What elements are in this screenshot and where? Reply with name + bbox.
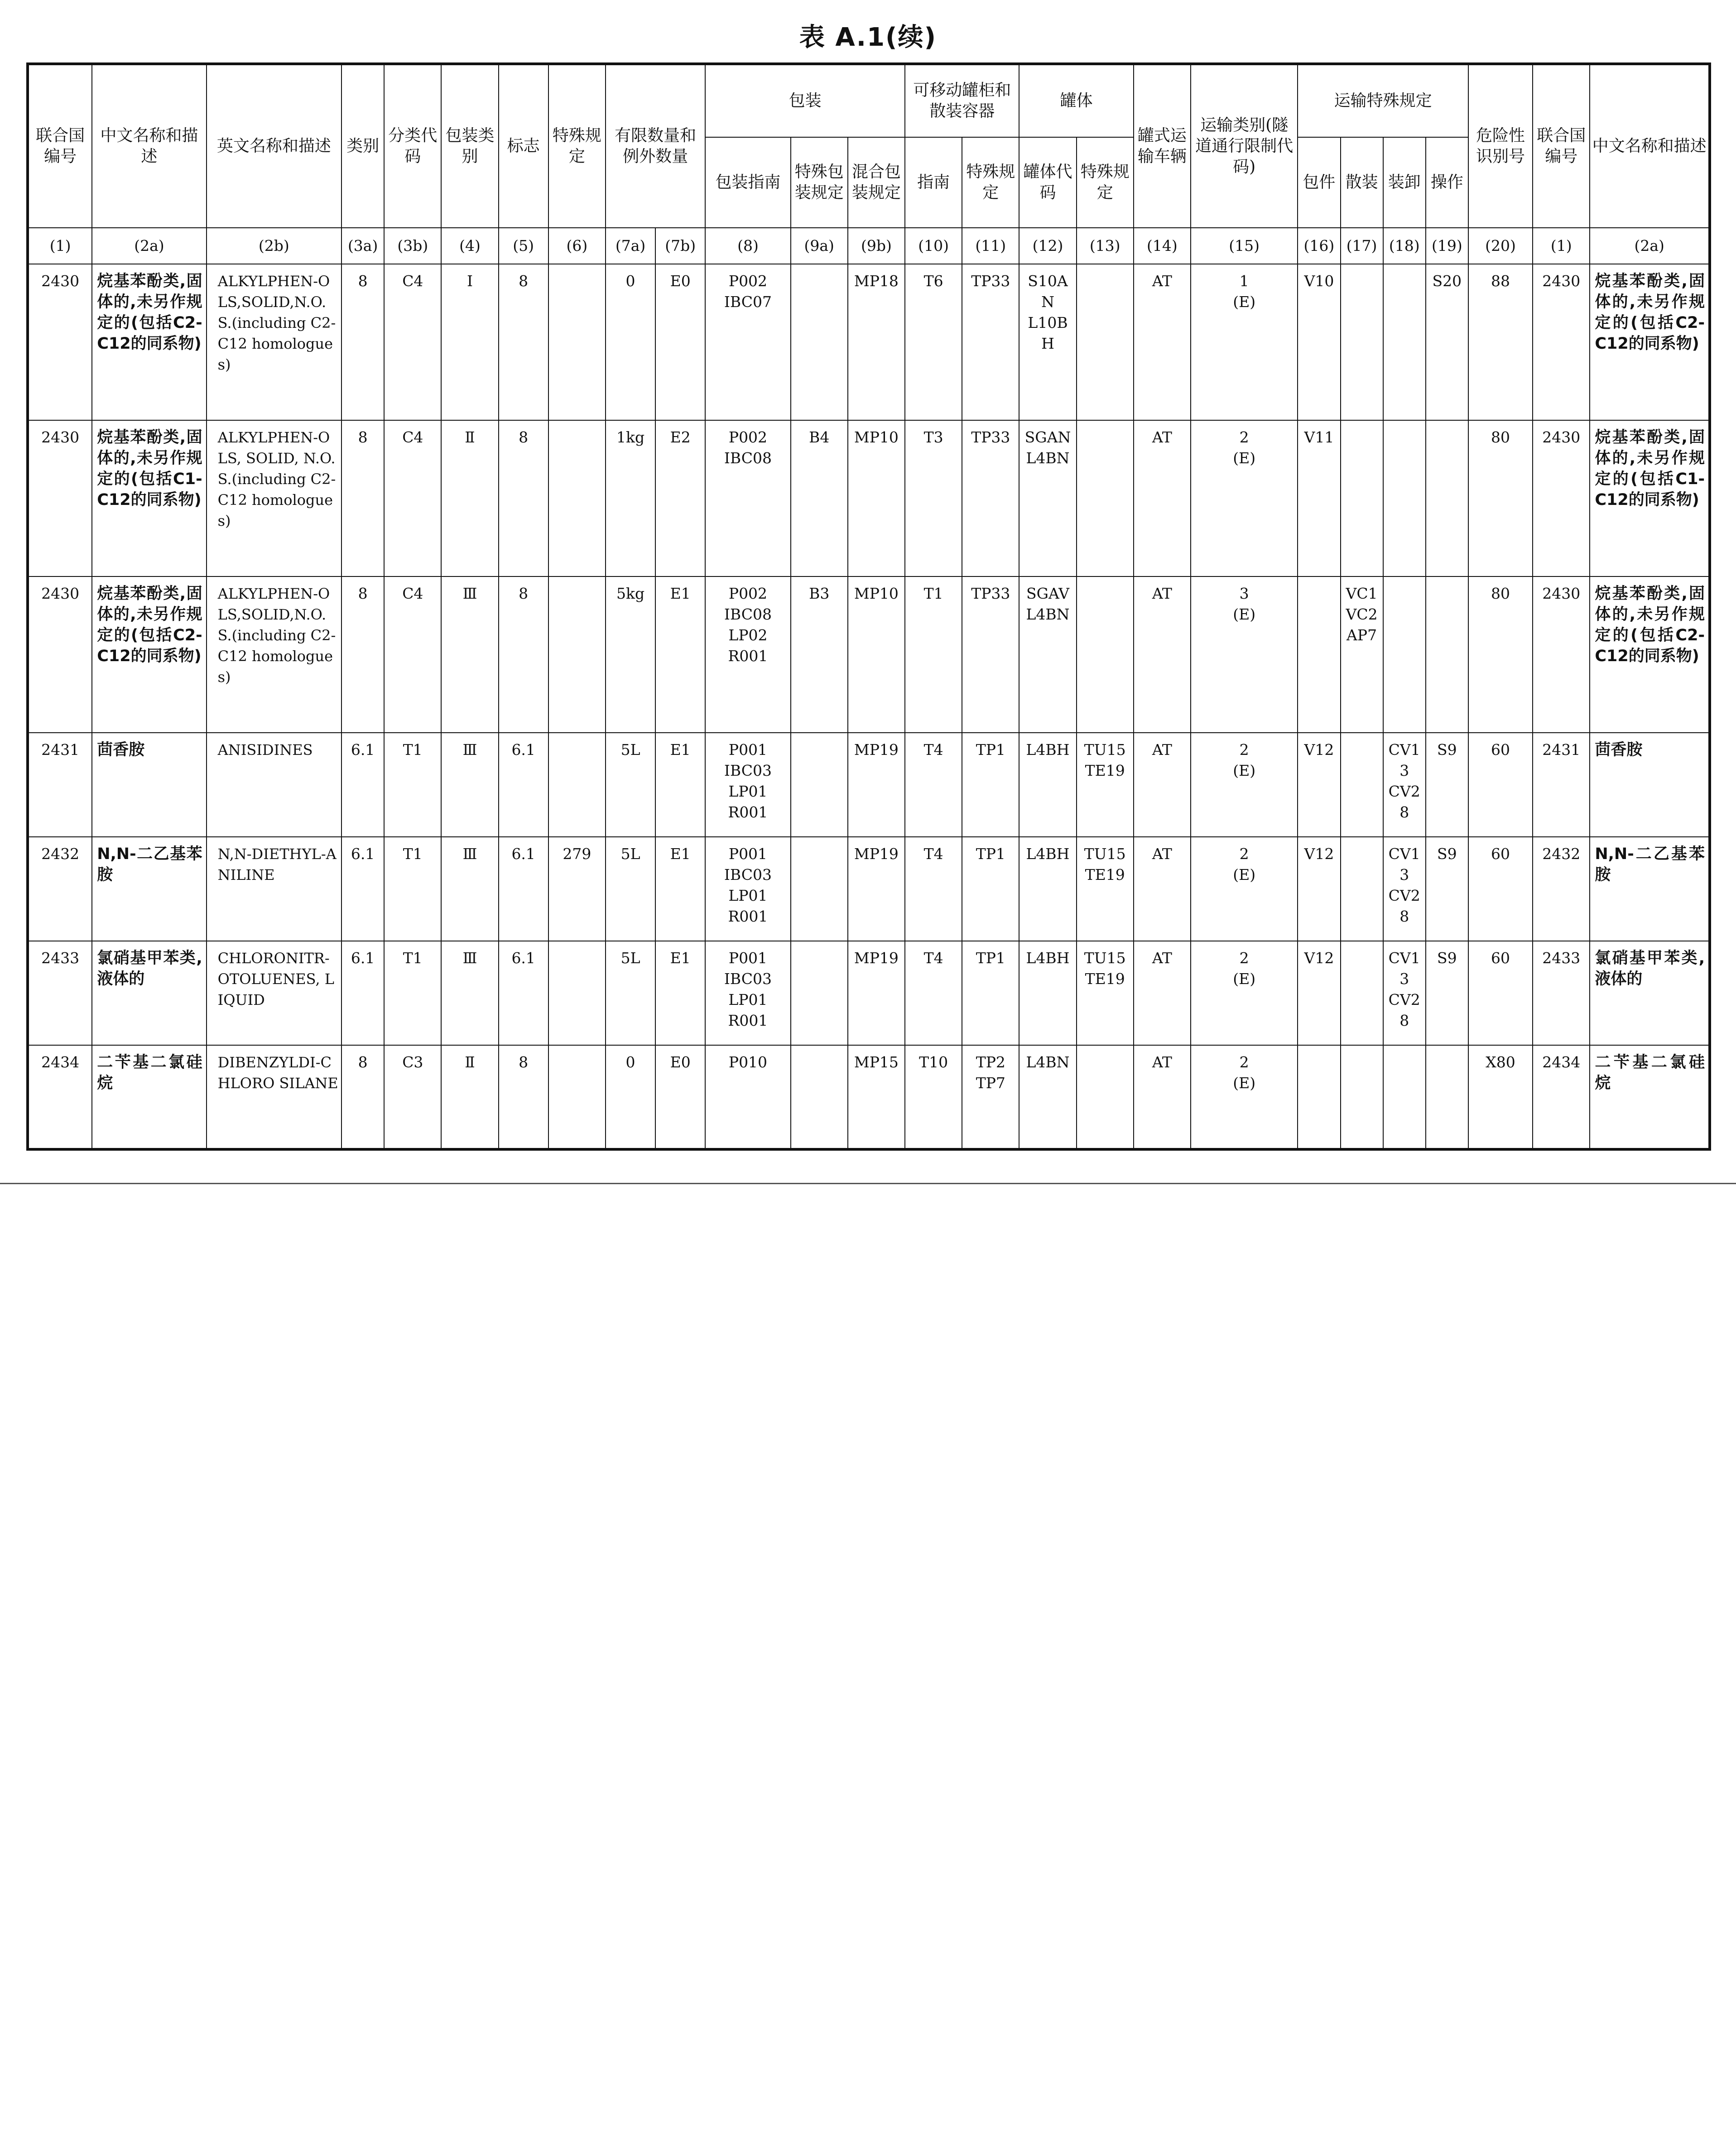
- header-ts-packages: 包件: [1298, 137, 1340, 228]
- label-cell: 8: [499, 420, 548, 576]
- name-en-cell: DIBENZYLDI-CHLORO SILANE: [207, 1045, 341, 1149]
- name-en-cell: N,N-DIETHYL-ANILINE: [207, 837, 341, 941]
- un-no-cell: 2432: [28, 837, 92, 941]
- packing-group-cell: Ⅲ: [441, 576, 498, 733]
- ts-bulk-cell: [1341, 941, 1383, 1045]
- mixed-packing-cell: MP10: [848, 420, 905, 576]
- portable-tank-instruction-cell: T3: [905, 420, 962, 576]
- name-cn-cell: 烷基苯酚类,固体的,未另作规定的(包括C2-C12的同系物): [92, 576, 206, 733]
- hazard-id-cell: X80: [1468, 1045, 1533, 1149]
- column-number: (10): [905, 228, 962, 264]
- table-title: 表 A.1(续): [799, 23, 937, 52]
- ts-packages-cell: [1298, 576, 1340, 733]
- special-provision-cell: [548, 264, 606, 420]
- mixed-packing-cell: MP19: [848, 941, 905, 1045]
- special-packing-cell: [791, 264, 848, 420]
- table-header: [28, 64, 1710, 264]
- ts-loading-cell: CV13 CV28: [1383, 837, 1426, 941]
- column-number: (12): [1019, 228, 1076, 264]
- class-cell: 6.1: [341, 733, 384, 837]
- column-number: (20): [1468, 228, 1533, 264]
- header-name-cn-right: 中文名称和描述: [1590, 64, 1710, 228]
- header-tank-vehicle: 罐式运输车辆: [1134, 64, 1191, 228]
- packing-instruction-cell: P001 IBC03 LP01 R001: [705, 733, 790, 837]
- special-provision-cell: [548, 420, 606, 576]
- ts-bulk-cell: [1341, 837, 1383, 941]
- header-class: 类别: [341, 64, 384, 228]
- label-cell: 8: [499, 264, 548, 420]
- column-number: (18): [1383, 228, 1426, 264]
- name-cn-cell: 茴香胺: [92, 733, 206, 837]
- special-packing-cell: [791, 1045, 848, 1149]
- header-special-provisions: 特殊规定: [548, 64, 606, 228]
- column-number: (7a): [606, 228, 655, 264]
- packing-instruction-cell: P002 IBC08 LP02 R001: [705, 576, 790, 733]
- name-cn-cell: 烷基苯酚类,固体的,未另作规定的(包括C1-C12的同系物): [92, 420, 206, 576]
- un-no-cell: 2430: [28, 576, 92, 733]
- tank-code-cell: L4BN: [1019, 1045, 1076, 1149]
- column-number: (6): [548, 228, 606, 264]
- header-name-cn: 中文名称和描述: [92, 64, 206, 228]
- table-row: [28, 420, 1710, 576]
- name-en-cell: CHLORONITR-OTOLUENES, LIQUID: [207, 941, 341, 1045]
- table-body: [28, 264, 1710, 1149]
- header-limited-qty: 有限数量和例外数量: [606, 64, 705, 228]
- transport-category-cell: 3 (E): [1191, 576, 1298, 733]
- header-tank-special: 特殊规定: [1077, 137, 1134, 228]
- ts-loading-cell: [1383, 1045, 1426, 1149]
- class-code-cell: T1: [384, 941, 441, 1045]
- hazard-id-cell: 60: [1468, 941, 1533, 1045]
- header-class-code: 分类代码: [384, 64, 441, 228]
- hazard-id-cell: 60: [1468, 837, 1533, 941]
- column-number: (19): [1426, 228, 1468, 264]
- header-name-en: 英文名称和描述: [207, 64, 341, 228]
- mixed-packing-cell: MP15: [848, 1045, 905, 1149]
- name-cn-right-cell: 氯硝基甲苯类,液体的: [1590, 941, 1710, 1045]
- ts-packages-cell: V12: [1298, 941, 1340, 1045]
- packing-group-cell: Ⅱ: [441, 420, 498, 576]
- portable-tank-special-cell: TP33: [962, 576, 1019, 733]
- limited-qty-cell: 5L: [606, 837, 655, 941]
- ts-operation-cell: S20: [1426, 264, 1468, 420]
- header-transport-special: 运输特殊规定: [1298, 64, 1468, 137]
- header-pt-special: 特殊规定: [962, 137, 1019, 228]
- tank-special-cell: TU15 TE19: [1077, 941, 1134, 1045]
- ts-operation-cell: S9: [1426, 941, 1468, 1045]
- label-cell: 6.1: [499, 733, 548, 837]
- column-number: (1): [28, 228, 92, 264]
- packing-group-cell: Ⅲ: [441, 837, 498, 941]
- tank-special-cell: TU15 TE19: [1077, 733, 1134, 837]
- tank-special-cell: [1077, 576, 1134, 733]
- portable-tank-instruction-cell: T1: [905, 576, 962, 733]
- header-mixed-pack: 混合包装规定: [848, 137, 905, 228]
- un-no-right-cell: 2430: [1533, 576, 1590, 733]
- class-cell: 6.1: [341, 941, 384, 1045]
- un-no-cell: 2430: [28, 264, 92, 420]
- un-no-cell: 2433: [28, 941, 92, 1045]
- tank-code-cell: L4BH: [1019, 837, 1076, 941]
- un-no-right-cell: 2432: [1533, 837, 1590, 941]
- tank-vehicle-cell: AT: [1134, 264, 1191, 420]
- limited-qty-cell: 0: [606, 1045, 655, 1149]
- column-number: (8): [705, 228, 790, 264]
- header-transport-category: 运输类别(隧道通行限制代码): [1191, 64, 1298, 228]
- label-cell: 6.1: [499, 837, 548, 941]
- column-number: (2a): [1590, 228, 1710, 264]
- tank-special-cell: [1077, 420, 1134, 576]
- class-code-cell: T1: [384, 733, 441, 837]
- special-provision-cell: [548, 733, 606, 837]
- class-code-cell: C4: [384, 420, 441, 576]
- hazard-id-cell: 80: [1468, 420, 1533, 576]
- hazard-id-cell: 80: [1468, 576, 1533, 733]
- special-packing-cell: [791, 941, 848, 1045]
- header-tank-code: 罐体代码: [1019, 137, 1076, 228]
- column-number: (4): [441, 228, 498, 264]
- packing-instruction-cell: P010: [705, 1045, 790, 1149]
- header-un-no: 联合国编号: [28, 64, 92, 228]
- column-number: (16): [1298, 228, 1340, 264]
- header-un-no-right: 联合国编号: [1533, 64, 1590, 228]
- transport-category-cell: 2 (E): [1191, 1045, 1298, 1149]
- tank-special-cell: TU15 TE19: [1077, 837, 1134, 941]
- portable-tank-special-cell: TP1: [962, 733, 1019, 837]
- header-pt-instr: 指南: [905, 137, 962, 228]
- tank-vehicle-cell: AT: [1134, 837, 1191, 941]
- portable-tank-instruction-cell: T4: [905, 941, 962, 1045]
- dangerous-goods-table: [26, 62, 1711, 1151]
- excepted-qty-cell: E1: [655, 941, 705, 1045]
- transport-category-cell: 2 (E): [1191, 837, 1298, 941]
- tank-code-cell: L4BH: [1019, 941, 1076, 1045]
- un-no-right-cell: 2434: [1533, 1045, 1590, 1149]
- header-ts-operation: 操作: [1426, 137, 1468, 228]
- column-number: (13): [1077, 228, 1134, 264]
- header-portable-tanks: 可移动罐柜和散装容器: [905, 64, 1019, 137]
- portable-tank-instruction-cell: T4: [905, 837, 962, 941]
- class-code-cell: C4: [384, 264, 441, 420]
- portable-tank-special-cell: TP33: [962, 264, 1019, 420]
- name-cn-cell: 氯硝基甲苯类,液体的: [92, 941, 206, 1045]
- header-packaging: 包装: [705, 64, 905, 137]
- un-no-right-cell: 2433: [1533, 941, 1590, 1045]
- ts-loading-cell: [1383, 576, 1426, 733]
- column-number: (2a): [92, 228, 206, 264]
- mixed-packing-cell: MP19: [848, 733, 905, 837]
- special-packing-cell: B3: [791, 576, 848, 733]
- portable-tank-special-cell: TP33: [962, 420, 1019, 576]
- limited-qty-cell: 1kg: [606, 420, 655, 576]
- header-hazard-id: 危险性识别号: [1468, 64, 1533, 228]
- ts-loading-cell: [1383, 420, 1426, 576]
- special-packing-cell: B4: [791, 420, 848, 576]
- header-ts-bulk: 散装: [1341, 137, 1383, 228]
- special-provision-cell: [548, 1045, 606, 1149]
- tank-vehicle-cell: AT: [1134, 733, 1191, 837]
- packing-instruction-cell: P002 IBC07: [705, 264, 790, 420]
- column-number: (5): [499, 228, 548, 264]
- class-cell: 8: [341, 420, 384, 576]
- name-cn-cell: 烷基苯酚类,固体的,未另作规定的(包括C2-C12的同系物): [92, 264, 206, 420]
- limited-qty-cell: 0: [606, 264, 655, 420]
- packing-instruction-cell: P001 IBC03 LP01 R001: [705, 941, 790, 1045]
- class-code-cell: C4: [384, 576, 441, 733]
- portable-tank-instruction-cell: T6: [905, 264, 962, 420]
- column-number-row: [28, 228, 1710, 264]
- ts-operation-cell: [1426, 1045, 1468, 1149]
- name-cn-right-cell: 茴香胺: [1590, 733, 1710, 837]
- ts-packages-cell: [1298, 1045, 1340, 1149]
- class-cell: 8: [341, 264, 384, 420]
- ts-loading-cell: [1383, 264, 1426, 420]
- column-number: (15): [1191, 228, 1298, 264]
- packing-instruction-cell: P002 IBC08: [705, 420, 790, 576]
- class-cell: 8: [341, 1045, 384, 1149]
- tank-vehicle-cell: AT: [1134, 941, 1191, 1045]
- label-cell: 8: [499, 1045, 548, 1149]
- packing-instruction-cell: P001 IBC03 LP01 R001: [705, 837, 790, 941]
- table-row: [28, 1045, 1710, 1149]
- name-cn-right-cell: 烷基苯酚类,固体的,未另作规定的(包括C2-C12的同系物): [1590, 264, 1710, 420]
- column-number: (1): [1533, 228, 1590, 264]
- un-no-cell: 2430: [28, 420, 92, 576]
- name-en-cell: ALKYLPHEN-OLS, SOLID, N.O.S.(including C2-C12 homologues): [207, 420, 341, 576]
- table-row: [28, 264, 1710, 420]
- tank-vehicle-cell: AT: [1134, 1045, 1191, 1149]
- portable-tank-instruction-cell: T10: [905, 1045, 962, 1149]
- name-cn-right-cell: 二苄基二氯硅烷: [1590, 1045, 1710, 1149]
- page-divider: [0, 1183, 1736, 1184]
- name-cn-right-cell: N,N-二乙基苯胺: [1590, 837, 1710, 941]
- column-number: (3b): [384, 228, 441, 264]
- special-provision-cell: [548, 576, 606, 733]
- name-en-cell: ALKYLPHEN-OLS,SOLID,N.O.S.(including C2-C12 homologues): [207, 576, 341, 733]
- column-number: (9a): [791, 228, 848, 264]
- packing-group-cell: Ⅱ: [441, 1045, 498, 1149]
- class-code-cell: T1: [384, 837, 441, 941]
- name-cn-cell: N,N-二乙基苯胺: [92, 837, 206, 941]
- header-tanks: 罐体: [1019, 64, 1133, 137]
- name-en-cell: ALKYLPHEN-OLS,SOLID,N.O.S.(including C2-C12 homologues): [207, 264, 341, 420]
- table-row: [28, 576, 1710, 733]
- special-packing-cell: [791, 837, 848, 941]
- excepted-qty-cell: E1: [655, 576, 705, 733]
- dangerous-goods-table-container: [26, 62, 1711, 1151]
- name-en-cell: ANISIDINES: [207, 733, 341, 837]
- label-cell: 8: [499, 576, 548, 733]
- packing-group-cell: Ⅲ: [441, 733, 498, 837]
- hazard-id-cell: 88: [1468, 264, 1533, 420]
- excepted-qty-cell: E0: [655, 1045, 705, 1149]
- mixed-packing-cell: MP19: [848, 837, 905, 941]
- tank-vehicle-cell: AT: [1134, 420, 1191, 576]
- packing-group-cell: Ⅲ: [441, 941, 498, 1045]
- limited-qty-cell: 5L: [606, 733, 655, 837]
- limited-qty-cell: 5kg: [606, 576, 655, 733]
- header-packing-group: 包装类别: [441, 64, 498, 228]
- transport-category-cell: 2 (E): [1191, 733, 1298, 837]
- portable-tank-instruction-cell: T4: [905, 733, 962, 837]
- un-no-right-cell: 2430: [1533, 420, 1590, 576]
- ts-operation-cell: [1426, 420, 1468, 576]
- ts-bulk-cell: [1341, 1045, 1383, 1149]
- transport-category-cell: 2 (E): [1191, 941, 1298, 1045]
- header-labels: 标志: [499, 64, 548, 228]
- ts-bulk-cell: [1341, 733, 1383, 837]
- ts-loading-cell: CV13 CV28: [1383, 733, 1426, 837]
- ts-bulk-cell: [1341, 264, 1383, 420]
- un-no-right-cell: 2430: [1533, 264, 1590, 420]
- header-special-pack: 特殊包装规定: [791, 137, 848, 228]
- header-ts-loading: 装卸: [1383, 137, 1426, 228]
- transport-category-cell: 2 (E): [1191, 420, 1298, 576]
- excepted-qty-cell: E2: [655, 420, 705, 576]
- column-number: (9b): [848, 228, 905, 264]
- column-number: (17): [1341, 228, 1383, 264]
- portable-tank-special-cell: TP1: [962, 941, 1019, 1045]
- ts-operation-cell: S9: [1426, 733, 1468, 837]
- portable-tank-special-cell: TP2 TP7: [962, 1045, 1019, 1149]
- tank-special-cell: [1077, 264, 1134, 420]
- header-pack-instr: 包装指南: [705, 137, 790, 228]
- tank-code-cell: L4BH: [1019, 733, 1076, 837]
- column-number: (3a): [341, 228, 384, 264]
- column-number: (14): [1134, 228, 1191, 264]
- class-cell: 8: [341, 576, 384, 733]
- tank-vehicle-cell: AT: [1134, 576, 1191, 733]
- excepted-qty-cell: E1: [655, 837, 705, 941]
- name-cn-cell: 二苄基二氯硅烷: [92, 1045, 206, 1149]
- table-row: [28, 837, 1710, 941]
- ts-loading-cell: CV13 CV28: [1383, 941, 1426, 1045]
- ts-packages-cell: V11: [1298, 420, 1340, 576]
- un-no-cell: 2434: [28, 1045, 92, 1149]
- table-row: [28, 733, 1710, 837]
- special-packing-cell: [791, 733, 848, 837]
- class-cell: 6.1: [341, 837, 384, 941]
- transport-category-cell: 1 (E): [1191, 264, 1298, 420]
- special-provision-cell: [548, 941, 606, 1045]
- special-provision-cell: 279: [548, 837, 606, 941]
- column-number: (2b): [207, 228, 341, 264]
- name-cn-right-cell: 烷基苯酚类,固体的,未另作规定的(包括C1-C12的同系物): [1590, 420, 1710, 576]
- ts-bulk-cell: [1341, 420, 1383, 576]
- ts-packages-cell: V12: [1298, 733, 1340, 837]
- portable-tank-special-cell: TP1: [962, 837, 1019, 941]
- ts-operation-cell: S9: [1426, 837, 1468, 941]
- un-no-right-cell: 2431: [1533, 733, 1590, 837]
- ts-bulk-cell: VC1 VC2 AP7: [1341, 576, 1383, 733]
- hazard-id-cell: 60: [1468, 733, 1533, 837]
- un-no-cell: 2431: [28, 733, 92, 837]
- limited-qty-cell: 5L: [606, 941, 655, 1045]
- name-cn-right-cell: 烷基苯酚类,固体的,未另作规定的(包括C2-C12的同系物): [1590, 576, 1710, 733]
- column-number: (11): [962, 228, 1019, 264]
- tank-code-cell: S10AN L10BH: [1019, 264, 1076, 420]
- packing-group-cell: Ⅰ: [441, 264, 498, 420]
- excepted-qty-cell: E1: [655, 733, 705, 837]
- excepted-qty-cell: E0: [655, 264, 705, 420]
- tank-code-cell: SGAV L4BN: [1019, 576, 1076, 733]
- mixed-packing-cell: MP18: [848, 264, 905, 420]
- table-row: [28, 941, 1710, 1045]
- ts-packages-cell: V12: [1298, 837, 1340, 941]
- column-number: (7b): [655, 228, 705, 264]
- mixed-packing-cell: MP10: [848, 576, 905, 733]
- ts-operation-cell: [1426, 576, 1468, 733]
- class-code-cell: C3: [384, 1045, 441, 1149]
- ts-packages-cell: V10: [1298, 264, 1340, 420]
- tank-special-cell: [1077, 1045, 1134, 1149]
- label-cell: 6.1: [499, 941, 548, 1045]
- tank-code-cell: SGAN L4BN: [1019, 420, 1076, 576]
